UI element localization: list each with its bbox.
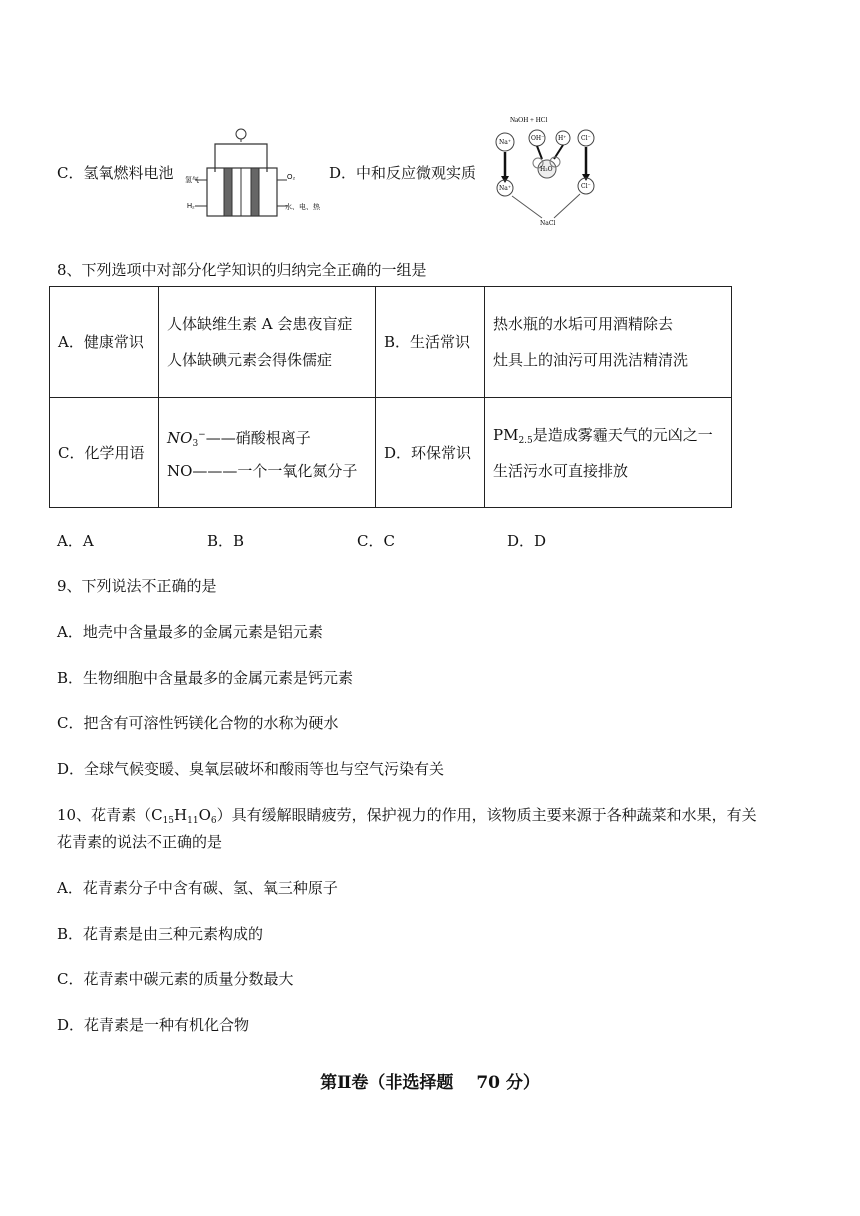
- q8-a-line2: 人体缺碘元素会得侏儒症: [167, 351, 333, 369]
- neutralization-top-label: NaOH + HCl: [510, 116, 548, 124]
- water-molecule-label: H₂O: [540, 166, 553, 173]
- fuel-cell-h2-top-label: 氢气: [185, 177, 199, 184]
- q8-choice-b: B．B: [207, 532, 245, 550]
- q8-cell-a-content: [159, 287, 376, 398]
- ion-na: Na⁺: [499, 139, 511, 146]
- q8-a-line1: 人体缺维生素 A 会患夜盲症: [167, 315, 353, 333]
- q8-cell-a-label: A．健康常识: [50, 287, 159, 398]
- q9-stem: 9、下列说法不正确的是: [57, 577, 217, 595]
- fuel-cell-h2-label: H₂: [187, 203, 195, 210]
- nacl-label: NaCl: [540, 220, 556, 227]
- q10-option-a: A．花青素分子中含有碳、氢、氧三种原子: [57, 879, 338, 897]
- q8-choice-c: C．C: [357, 532, 395, 550]
- ion-oh: OH⁻: [531, 135, 545, 142]
- q8-b-line2: 灶具上的油污可用洗洁精清洗: [493, 351, 689, 369]
- q8-cell-b-label: B．生活常识: [376, 287, 485, 398]
- q8-c-line2: NO———一个一氧化氮分子: [167, 461, 358, 480]
- neutralization-diagram: [488, 112, 603, 230]
- q8-d-line2: 生活污水可直接排放: [493, 461, 629, 480]
- ion-h: H⁺: [558, 135, 567, 142]
- q9-option-d: D．全球气候变暖、臭氧层破坏和酸雨等也与空气污染有关: [57, 760, 445, 778]
- section-title: 第Ⅱ卷（非选择题 70 分）: [320, 1073, 540, 1093]
- q8-choice-d: D．D: [507, 532, 547, 550]
- q8-cell-b-content: [485, 287, 732, 398]
- q10-option-c: C．花青素中碳元素的质量分数最大: [57, 970, 294, 988]
- ion-cl: Cl⁻: [581, 135, 591, 142]
- q7-option-d: D．中和反应微观实质: [329, 164, 477, 182]
- q10-stem-line1: 10、花青素$(C_{15}H_{11}O_6)$具有缓解眼睛疲劳，保护视力的作用，该物质主要来源于各种蔬菜和水果，有关: [57, 806, 757, 826]
- q7-option-c: C．氢氧燃料电池: [57, 164, 174, 182]
- fuel-cell-o2-label: O₂: [287, 174, 296, 181]
- q8-cell-c-label: C．化学用语: [50, 398, 159, 508]
- q8-table-row: [50, 287, 732, 398]
- q9-option-c: C．把含有可溶性钙镁化合物的水称为硬水: [57, 714, 339, 732]
- q10-option-b: B．花青素是由三种元素构成的: [57, 925, 264, 943]
- q9-option-b: B．生物细胞中含量最多的金属元素是钙元素: [57, 669, 354, 687]
- q9-option-a: A．地壳中含量最多的金属元素是铝元素: [57, 623, 323, 641]
- q8-d-line1: $PM_{2.5}$是造成雾霾天气的元凶之一: [493, 425, 713, 446]
- q10-stem-line2: 花青素的说法不正确的是: [57, 833, 223, 851]
- q10-option-d: D．花青素是一种有机化合物: [57, 1016, 250, 1034]
- q8-cell-d-label: D．环保常识: [376, 398, 485, 508]
- fuel-cell-diagram: [183, 126, 333, 218]
- q8-choice-a: A．A: [57, 532, 94, 550]
- q8-table-row: [50, 398, 732, 508]
- fuel-cell-output-label: 水、电、热: [285, 204, 320, 211]
- q8-stem: 8、下列选项中对部分化学知识的归纳完全正确的一组是: [57, 261, 427, 279]
- q8-c-line1: $NO_3^-——$硝酸根离子: [167, 428, 311, 449]
- ion-na-product: Na⁺: [499, 185, 511, 192]
- ion-cl-product: Cl⁻: [581, 183, 591, 190]
- q8-cell-d-content: [485, 398, 732, 508]
- q8-table: [49, 286, 732, 508]
- q8-b-line1: 热水瓶的水垢可用酒精除去: [493, 315, 674, 333]
- q8-cell-c-content: [159, 398, 376, 508]
